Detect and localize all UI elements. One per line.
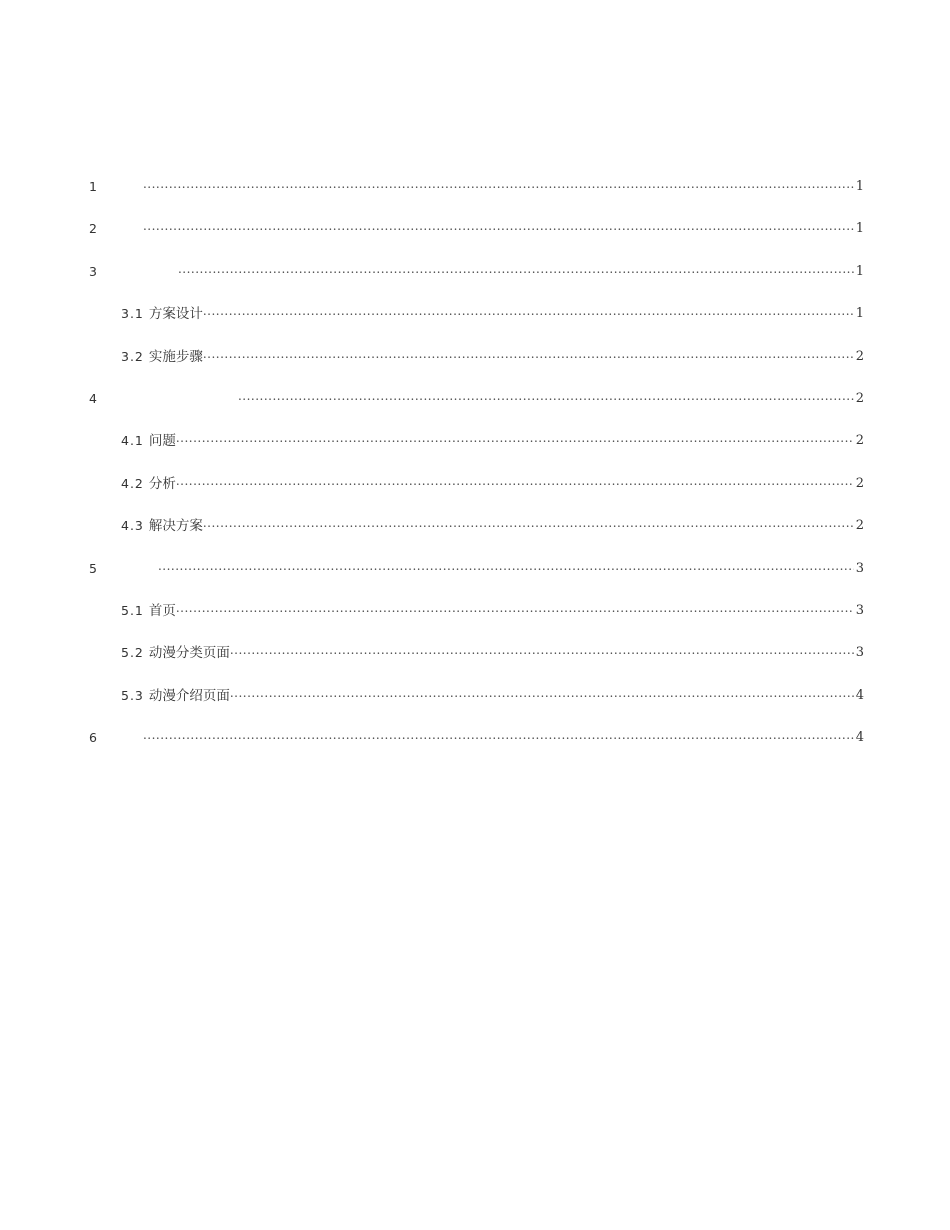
toc-entry-page: 4 [855,730,864,746]
toc-entry-label: 方案设计 [148,306,203,323]
dot-leader [143,175,854,193]
toc-entry-number: 4.2 [121,475,149,491]
toc-entry-page: 2 [855,433,864,449]
toc-entry-number: 5 [89,560,103,576]
toc-entry-5-2[interactable] [89,638,864,662]
toc-entry-5-1[interactable] [89,596,864,620]
toc-entry-label: 实施步骤 [148,348,203,365]
toc-entry-4-2[interactable] [89,469,864,493]
dot-leader [176,599,854,617]
toc-title [0,82,950,114]
toc-entry-label: 问题 [148,433,176,450]
toc-entry-label: 分析 [148,475,176,492]
toc-entry-number: 4.3 [121,518,149,534]
dot-leader [203,345,854,363]
toc-entry-page: 1 [855,263,864,279]
toc-entry-number: 3.2 [121,348,149,364]
toc-entry-page: 2 [855,518,864,534]
dot-leader [178,260,854,278]
toc-entry-number: 5.3 [121,687,149,703]
dot-leader [143,217,854,235]
toc-entry-3-2[interactable] [89,342,864,366]
toc-entry-page: 1 [855,306,864,322]
toc-entry-page: 2 [855,348,864,364]
dot-leader [238,387,854,405]
toc-entry-page: 2 [855,390,864,406]
toc-entry-page: 3 [855,645,864,661]
dot-leader [143,726,854,744]
toc-entry-page: 1 [855,179,864,194]
table-of-contents [89,172,864,765]
toc-entry-4[interactable] [89,384,864,408]
toc-entry-page: 1 [855,221,864,237]
toc-entry-number: 5.2 [121,645,149,661]
dot-leader [176,472,854,490]
toc-entry-page: 3 [855,602,864,618]
toc-entry-page: 2 [855,475,864,491]
toc-entry-number: 1 [89,179,103,194]
dot-leader [176,429,854,447]
dot-leader [203,514,854,532]
dot-leader [230,684,854,702]
toc-entry-number: 2 [89,221,103,237]
toc-entry-label: 首页 [148,602,176,619]
toc-entry-number: 4 [89,390,103,406]
toc-entry-label: 动漫介绍页面 [148,687,230,704]
toc-entry-2[interactable] [89,214,864,238]
toc-entry-page: 4 [855,687,864,703]
toc-entry-number: 4.1 [121,433,149,449]
toc-entry-4-3[interactable] [89,511,864,535]
toc-entry-number: 6 [89,730,103,746]
toc-entry-label: 解决方案 [148,518,203,535]
toc-entry-3[interactable] [89,257,864,281]
dot-leader [158,557,854,575]
dot-leader [203,302,854,320]
toc-entry-4-1[interactable] [89,426,864,450]
toc-entry-page: 3 [855,560,864,576]
toc-entry-number: 3.1 [121,306,149,322]
toc-entry-6[interactable] [89,723,864,747]
toc-entry-3-1[interactable] [89,299,864,323]
toc-entry-number: 3 [89,263,103,279]
toc-entry-label: 动漫分类页面 [148,645,230,662]
toc-entry-5[interactable] [89,554,864,578]
toc-entry-number: 5.1 [121,602,149,618]
toc-entry-1[interactable] [89,172,864,196]
dot-leader [230,641,854,659]
toc-entry-5-3[interactable] [89,681,864,705]
